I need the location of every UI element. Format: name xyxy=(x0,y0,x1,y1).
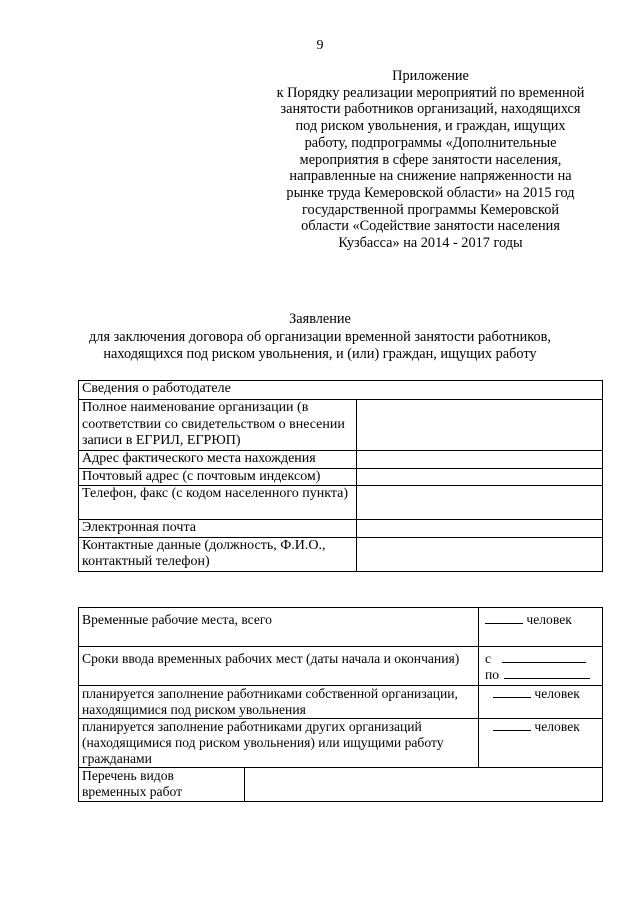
table-row xyxy=(79,537,603,571)
email-label: Электронная почта xyxy=(79,520,357,538)
temporary-jobs-table xyxy=(78,607,603,802)
date-from-label: с xyxy=(485,651,492,666)
table-row xyxy=(79,520,603,538)
phone-fax-label: Телефон, факс (с кодом населенного пункта) xyxy=(79,486,357,520)
postal-address-field[interactable] xyxy=(357,468,603,486)
table-row xyxy=(79,686,603,719)
table-header-row xyxy=(79,381,603,400)
appendix-line: работу, подпрограммы «Дополнительные xyxy=(304,134,557,151)
dates-cell xyxy=(479,647,603,686)
phone-fax-field[interactable] xyxy=(357,486,603,520)
work-types-field[interactable] xyxy=(245,768,603,802)
org-name-field[interactable] xyxy=(357,400,603,451)
date-from-row xyxy=(485,651,599,667)
appendix-line: Кузбасса» на 2014 - 2017 годы xyxy=(338,235,523,252)
appendix-line: занятости работников организаций, находящихся xyxy=(280,101,581,118)
total-jobs-cell xyxy=(479,608,603,647)
appendix-line: под риском увольнения, и граждан, ищущих xyxy=(295,118,566,135)
appendix-line: направленные на снижение напряженности на xyxy=(289,168,572,185)
statement-title: Заявление xyxy=(289,311,351,327)
own-workers-input[interactable] xyxy=(493,697,531,698)
work-types-label: Перечень видов временных работ xyxy=(79,768,245,802)
own-workers-label: планируется заполнение работниками собственной организации, находящимися под риском увольнения xyxy=(79,686,479,719)
date-from-input[interactable] xyxy=(502,662,586,663)
table-row xyxy=(79,719,603,768)
unit-label: человек xyxy=(526,612,572,627)
statement-subtitle-line: находящихся под риском увольнения, и (или) граждан, ищущих работу xyxy=(103,346,537,362)
date-to-label: по xyxy=(485,667,500,682)
appendix-line: области «Содействие занятости населения xyxy=(301,218,560,235)
appendix-note xyxy=(258,68,603,252)
org-name-label: Полное наименование организации (в соответствии со свидетельством о внесении записи в ЕГРИЛ, ЕГРЮП) xyxy=(79,400,357,451)
appendix-line: государственной программы Кемеровской xyxy=(301,201,560,218)
appendix-line: к Порядку реализации мероприятий по временной xyxy=(276,84,585,101)
statement-subtitle-line: для заключения договора об организации временной занятости работников, xyxy=(89,329,551,345)
table-row xyxy=(79,400,603,451)
table-row xyxy=(79,647,603,686)
table-row xyxy=(79,768,603,802)
appendix-line: Приложение xyxy=(392,68,469,84)
actual-address-field[interactable] xyxy=(357,451,603,469)
page-number: 9 xyxy=(316,38,324,53)
appendix-line: мероприятия в сфере занятости населения, xyxy=(299,151,562,168)
table-row xyxy=(79,608,603,647)
contact-data-label: Контактные данные (должность, Ф.И.О., контактный телефон) xyxy=(79,537,357,571)
total-jobs-label: Временные рабочие места, всего xyxy=(79,608,479,647)
table-row xyxy=(79,486,603,520)
unit-label: человек xyxy=(534,719,580,734)
table-row xyxy=(79,468,603,486)
other-workers-input[interactable] xyxy=(493,730,531,731)
postal-address-label: Почтовый адрес (с почтовым индексом) xyxy=(79,468,357,486)
email-field[interactable] xyxy=(357,520,603,538)
actual-address-label: Адрес фактического места нахождения xyxy=(79,451,357,469)
employer-info-table xyxy=(78,380,603,572)
other-workers-cell xyxy=(479,719,603,768)
own-workers-cell xyxy=(479,686,603,719)
contact-data-field[interactable] xyxy=(357,537,603,571)
total-jobs-input[interactable] xyxy=(485,623,523,624)
table-row xyxy=(79,451,603,469)
appendix-line: рынке труда Кемеровской области» на 2015 год xyxy=(286,184,575,201)
dates-label: Сроки ввода временных рабочих мест (даты начала и окончания) xyxy=(79,647,479,686)
unit-label: человек xyxy=(534,686,580,701)
date-to-input[interactable] xyxy=(504,678,590,679)
other-workers-label: планируется заполнение работниками других организаций (находящимися под риском увольнения) или ищущими работу гражданами xyxy=(79,719,479,768)
statement-subtitle xyxy=(0,329,640,363)
date-to-row xyxy=(485,667,599,683)
employer-table-header: Сведения о работодателе xyxy=(79,381,603,400)
